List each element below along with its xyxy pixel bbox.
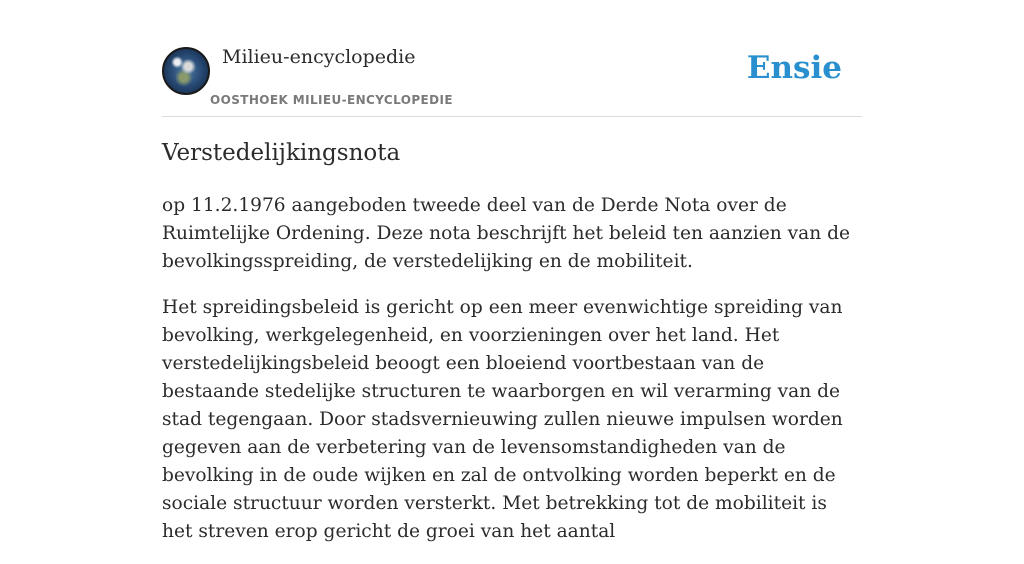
earth-globe-icon[interactable]: [162, 47, 210, 95]
page-container: [162, 0, 862, 542]
site-subtitle: OOSTHOEK MILIEU-ENCYCLOPEDIE: [210, 93, 453, 107]
site-header: [162, 0, 862, 117]
article-paragraph-2: Het spreidingsbeleid is gericht op een meer evenwichtige spreiding van bevolking, werkgelegenheid, en voorzieningen over het land. Het verstedelijkingsbeleid beoogt een bloeiend voortbestaan van de bestaande stedelijke structuren te waarborgen en wil verarming van de stad tegengaan. Door stadsvernieuwing zullen nieuwe impulsen worden gegeven aan de verbetering van de levensomstandigheden van de bevolking in de oude wijken en zal de ontvolking worden beperkt en de sociale structuur worden versterkt. Met betrekking tot de mobiliteit is het streven erop gericht de groei van het aantal: [162, 297, 843, 542]
page-title: Verstedelijkingsnota: [162, 140, 401, 166]
article-body: [162, 192, 862, 564]
ensie-brand-logo[interactable]: Ensie: [746, 50, 842, 86]
article-paragraph-1: op 11.2.1976 aangeboden tweede deel van de Derde Nota over de Ruimtelijke Ordening. Deze nota beschrijft het beleid ten aanzien van de bevolkingsspreiding, de verstedelijking en de mobiliteit.: [162, 195, 850, 272]
site-name-link[interactable]: Milieu-encyclopedie: [222, 46, 416, 68]
